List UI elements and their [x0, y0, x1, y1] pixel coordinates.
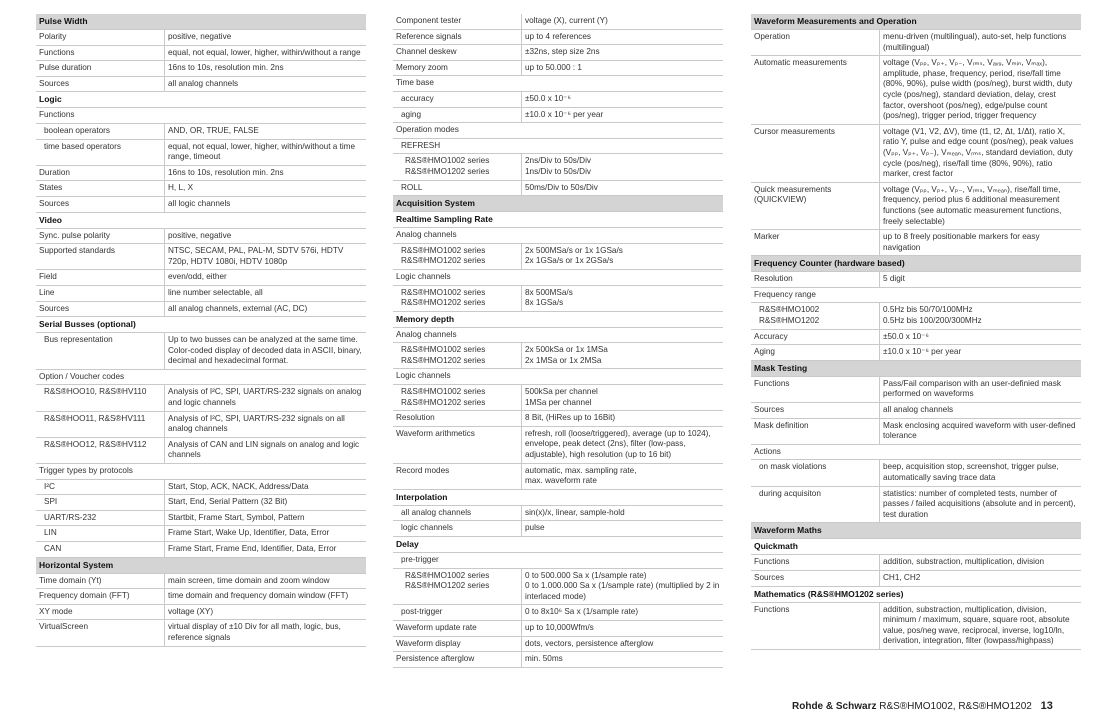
- spec-name: time based operators: [44, 141, 121, 151]
- spec-name: R&S®HOO10, R&S®HV110: [44, 387, 147, 397]
- spec-row: [36, 542, 366, 558]
- spec-value: statistics: number of completed tests, number of passes / failed acquisitions (absolute and in percent), test duration: [879, 487, 1081, 523]
- spec-row: [36, 229, 366, 245]
- group-label: Option / Voucher codes: [36, 370, 366, 386]
- spec-row: [36, 77, 366, 93]
- spec-row: [393, 154, 723, 180]
- spec-name: Polarity: [39, 32, 67, 41]
- spec-value: equal, not equal, lower, higher, within/without a time range, timeout: [164, 140, 366, 165]
- spec-row: [36, 270, 366, 286]
- spec-name: Reference signals: [396, 31, 462, 41]
- spec-value: addition, substraction, multiplication, division: [879, 555, 1081, 570]
- group-label: Functions: [36, 108, 366, 124]
- spec-row: [751, 571, 1081, 587]
- spec-row: [751, 377, 1081, 403]
- spec-value: 8x 500MSa/s 8x 1GSa/s: [521, 286, 723, 311]
- spec-row: [36, 166, 366, 182]
- spec-row: [393, 652, 723, 668]
- spec-row: [751, 183, 1081, 230]
- spec-row: [36, 412, 366, 438]
- spec-value: all analog channels, external (AC, DC): [164, 302, 366, 317]
- group-label: Frequency range: [751, 288, 1081, 304]
- spec-name: Sources: [39, 78, 70, 88]
- spec-row: [751, 303, 1081, 329]
- spec-row: [36, 605, 366, 621]
- spec-value: Up to two busses can be analyzed at the same time. Color-coded display of decoded data in ASCII, binary, decimal and hexadecimal format.: [164, 333, 366, 369]
- section-heading: Pulse Width: [36, 14, 366, 30]
- spec-value: even/odd, either: [164, 270, 366, 285]
- spec-value: 2x 500MSa/s or 1x 1GSa/s 2x 1GSa/s or 1x 2GSa/s: [521, 244, 723, 269]
- spec-name: Operation: [754, 32, 790, 41]
- spec-name: Sources: [39, 198, 70, 208]
- spec-row: [393, 464, 723, 490]
- spec-name: Supported standards: [39, 246, 116, 256]
- spec-row: [393, 521, 723, 537]
- spec-row: [751, 603, 1081, 650]
- spec-name: all analog channels: [401, 507, 472, 517]
- spec-row: [36, 30, 366, 46]
- spec-name: Bus representation: [44, 335, 113, 345]
- subsection-heading: Video: [36, 213, 366, 229]
- spec-row: [36, 495, 366, 511]
- spec-name: SPI: [44, 497, 58, 507]
- spec-value: line number selectable, all: [164, 286, 366, 301]
- group-label: Operation modes: [393, 123, 723, 139]
- spec-value: 0 to 500.000 Sa x (1/sample rate) 0 to 1.000.000 Sa x (1/sample rate) (multiplied by 2 in interlaced mode): [521, 569, 723, 605]
- spec-row: [36, 511, 366, 527]
- group-label: Trigger types by protocols: [36, 464, 366, 480]
- spec-name: Pulse duration: [39, 63, 92, 73]
- spec-name: Persistence afterglow: [396, 654, 475, 664]
- subsection-heading: Serial Busses (optional): [36, 317, 366, 333]
- spec-row: [393, 411, 723, 427]
- spec-row: [36, 244, 366, 270]
- spec-name: Waveform display: [396, 638, 461, 648]
- spec-row: [36, 480, 366, 496]
- spec-value: pulse: [521, 521, 723, 536]
- spec-name: R&S®HOO11, R&S®HV111: [44, 413, 146, 423]
- spec-value: time domain and frequency domain window (FFT): [164, 589, 366, 604]
- spec-value: dots, vectors, persistence afterglow: [521, 637, 723, 652]
- group-label: Analog channels: [393, 228, 723, 244]
- spec-value: beep, acquisition stop, screenshot, trigger pulse, automatically saving trace data: [879, 460, 1081, 485]
- subsection-heading: Quickmath: [751, 539, 1081, 555]
- spec-row: [393, 14, 723, 30]
- spec-name: XY mode: [39, 606, 73, 616]
- group-label: pre-trigger: [393, 553, 723, 569]
- spec-name: Waveform update rate: [396, 622, 477, 632]
- spec-value: main screen, time domain and zoom window: [164, 574, 366, 589]
- spec-row: [393, 506, 723, 522]
- spec-row: [393, 343, 723, 369]
- page-number: 13: [1040, 700, 1053, 712]
- spec-row: [36, 124, 366, 140]
- spec-name: Mask definition: [754, 420, 809, 430]
- spec-row: [36, 197, 366, 213]
- spec-row: [393, 605, 723, 621]
- spec-name: Time domain (Yt): [39, 575, 102, 585]
- spec-name: Sources: [39, 303, 70, 313]
- spec-name: Sources: [754, 405, 785, 415]
- spec-name: Duration: [39, 167, 70, 177]
- spec-value: Start, Stop, ACK, NACK, Address/Data: [164, 480, 366, 495]
- spec-name: Functions: [39, 47, 75, 57]
- spec-name: Frequency domain (FFT): [39, 591, 130, 601]
- spec-name: Record modes: [396, 465, 450, 475]
- spec-row: [751, 403, 1081, 419]
- group-label: Analog channels: [393, 328, 723, 344]
- spec-value: menu-driven (multilingual), auto-set, help functions (multilingual): [879, 30, 1081, 55]
- spec-value: Analysis of CAN and LIN signals on analog and logic channels: [164, 438, 366, 463]
- spec-value: Frame Start, Frame End, Identifier, Data, Error: [164, 542, 366, 557]
- spec-row: [751, 230, 1081, 256]
- spec-value: sin(x)/x, linear, sample-hold: [521, 506, 723, 521]
- spec-row: [393, 61, 723, 77]
- spec-row: [393, 244, 723, 270]
- spec-value: 0.5Hz bis 50/70/100MHz 0.5Hz bis 100/200/300MHz: [879, 303, 1081, 328]
- footer-models: R&S®HMO1002, R&S®HMO1202: [879, 701, 1032, 712]
- spec-row: [36, 574, 366, 590]
- spec-name: accuracy: [401, 93, 434, 103]
- subsection-heading: Delay: [393, 537, 723, 553]
- spec-value: voltage (V1, V2, ΔV), time (t1, t2, Δt, 1/Δt), ratio X, ratio Y, pulse and edge count (pos/neg), peak values (Vₚₚ, Vₚ₊, Vₚ₋), Vₘₑₐₙ, Vᵣₘₛ, standard deviation, duty cycle (pos/neg), rise/fall time (80%, 90%), ratio marker, crest factor: [879, 125, 1081, 182]
- spec-row: [751, 419, 1081, 445]
- spec-name: Field: [39, 272, 57, 282]
- spec-row: [36, 61, 366, 77]
- spec-name: LIN: [44, 528, 57, 538]
- spec-value: up to 10,000Wfm/s: [521, 621, 723, 636]
- spec-value: Pass/Fail comparison with an user-definied mask performed on waveforms: [879, 377, 1081, 402]
- spec-row: [36, 333, 366, 370]
- spec-name: R&S®HMO1002 series R&S®HMO1202 series: [401, 345, 486, 365]
- spec-row: [393, 30, 723, 46]
- spec-name: during acquisiton: [759, 488, 821, 498]
- spec-row: [751, 56, 1081, 125]
- spec-name: Waveform arithmetics: [396, 428, 475, 438]
- spec-column-1: [36, 14, 366, 647]
- spec-row: [36, 140, 366, 166]
- spec-name: ROLL: [401, 182, 423, 192]
- spec-row: [36, 46, 366, 62]
- spec-value: Start, End, Serial Pattern (32 Bit): [164, 495, 366, 510]
- spec-row: [36, 589, 366, 605]
- spec-value: refresh, roll (loose/triggered), average (up to 1024), envelope, peak detect (2ns), filter (low-pass, adjustable), high resolution (up to 16 bit): [521, 427, 723, 463]
- spec-name: R&S®HMO1002 series R&S®HMO1202 series: [401, 287, 486, 308]
- spec-value: up to 4 references: [521, 30, 723, 45]
- spec-name: Resolution: [396, 413, 435, 423]
- spec-row: [751, 330, 1081, 346]
- group-label: Time base: [393, 76, 723, 92]
- subsection-heading: Realtime Sampling Rate: [393, 212, 723, 228]
- spec-name: Functions: [754, 604, 790, 614]
- section-heading: Horizontal System: [36, 558, 366, 574]
- spec-value: virtual display of ±10 Div for all math, logic, bus, reference signals: [164, 620, 366, 645]
- spec-row: [36, 286, 366, 302]
- section-heading: Acquisition System: [393, 196, 723, 212]
- spec-value: 2ns/Div to 50s/Div 1ns/Div to 50s/Div: [521, 154, 723, 179]
- spec-value: voltage (Vₚₚ, Vₚ₊, Vₚ₋, Vᵣₘₛ, Vₐᵥ₉, Vₘᵢₙ, Vₘₐₓ), amplitude, phase, frequency, period, rise/fall time (80%, 90%), pulse width (pos/neg), burst width, duty cycle (pos/neg), standard deviation, delay, crest factor, overshoot (pos/neg), edge/pulse count (pos/neg), trigger period, trigger frequency: [879, 56, 1081, 124]
- spec-value: Analysis of I²C, SPI, UART/RS-232 signals on analog and logic channels: [164, 385, 366, 410]
- spec-value: up to 8 freely positionable markers for easy navigation: [879, 230, 1081, 255]
- subsection-heading: Logic: [36, 92, 366, 108]
- spec-value: up to 50.000 : 1: [521, 61, 723, 76]
- spec-column-2: [393, 14, 723, 668]
- spec-value: AND, OR, TRUE, FALSE: [164, 124, 366, 139]
- spec-value: voltage (Vₚₚ, Vₚ₊, Vₚ₋, Vᵣₘₛ, Vₘₑₐₙ), rise/fall time, frequency, period plus 6 additional measurement functions (see automatic measurement functions, freely selectable): [879, 183, 1081, 229]
- spec-row: [393, 108, 723, 124]
- spec-value: ±10.0 x 10⁻⁶ per year: [879, 345, 1081, 360]
- spec-row: [393, 385, 723, 411]
- section-heading: Frequency Counter (hardware based): [751, 256, 1081, 272]
- spec-row: [751, 460, 1081, 486]
- spec-name: R&S®HMO1002 R&S®HMO1202: [759, 305, 820, 326]
- spec-value: Analysis of I²C, SPI, UART/RS-232 signals on all analog channels: [164, 412, 366, 437]
- spec-row: [36, 526, 366, 542]
- spec-name: States: [39, 183, 63, 193]
- spec-name: Quick measurements (QUICKVIEW): [754, 184, 832, 205]
- spec-value: voltage (XY): [164, 605, 366, 620]
- spec-row: [393, 569, 723, 606]
- spec-row: [393, 637, 723, 653]
- spec-row: [36, 438, 366, 464]
- spec-name: CAN: [44, 544, 62, 553]
- spec-name: on mask violations: [759, 462, 827, 472]
- spec-value: all analog channels: [879, 403, 1081, 418]
- spec-name: R&S®HMO1002 series R&S®HMO1202 series: [401, 245, 486, 266]
- spec-value: 8 Bit, (HiRes up to 16Bit): [521, 411, 723, 426]
- spec-name: R&S®HOO12, R&S®HV112: [44, 439, 147, 449]
- spec-name: Component tester: [396, 16, 462, 25]
- spec-name: Automatic measurements: [754, 58, 847, 68]
- spec-value: CH1, CH2: [879, 571, 1081, 586]
- spec-row: [393, 621, 723, 637]
- spec-value: voltage (X), current (Y): [521, 14, 723, 29]
- spec-value: ±10.0 x 10⁻⁶ per year: [521, 108, 723, 123]
- spec-value: addition, substraction, multiplication, division, minimum / maximum, square, square root, absolute value, pos/neg wave, reciprocal, inverse, log10/ln, derivation, integration, filter (lowpass/highpass): [879, 603, 1081, 649]
- spec-row: [751, 345, 1081, 361]
- spec-value: 16ns to 10s, resolution min. 2ns: [164, 61, 366, 76]
- spec-value: 500kSa per channel 1MSa per channel: [521, 385, 723, 410]
- spec-row: [393, 92, 723, 108]
- spec-row: [393, 286, 723, 312]
- page-footer: [792, 700, 1053, 712]
- spec-name: Accuracy: [754, 331, 788, 341]
- spec-value: H, L, X: [164, 181, 366, 196]
- spec-value: 50ms/Div to 50s/Div: [521, 181, 723, 196]
- spec-row: [36, 385, 366, 411]
- spec-row: [393, 181, 723, 197]
- group-label: Actions: [751, 445, 1081, 461]
- spec-row: [751, 30, 1081, 56]
- spec-value: Startbit, Frame Start, Symbol, Pattern: [164, 511, 366, 526]
- spec-name: aging: [401, 109, 422, 119]
- spec-value: equal, not equal, lower, higher, within/without a range: [164, 46, 366, 61]
- spec-value: automatic, max. sampling rate, max. waveform rate: [521, 464, 723, 489]
- subsection-heading: Memory depth: [393, 312, 723, 328]
- section-heading: Waveform Measurements and Operation: [751, 14, 1081, 30]
- spec-column-3: [751, 14, 1081, 650]
- spec-row: [751, 555, 1081, 571]
- spec-name: VirtualScreen: [39, 622, 89, 632]
- spec-name: Sources: [754, 572, 785, 582]
- section-heading: Waveform Maths: [751, 523, 1081, 539]
- spec-value: ±50.0 x 10⁻⁶: [521, 92, 723, 107]
- spec-row: [393, 427, 723, 464]
- spec-name: Channel deskew: [396, 47, 457, 57]
- spec-name: Functions: [754, 378, 790, 388]
- group-label: Logic channels: [393, 270, 723, 286]
- spec-row: [36, 620, 366, 646]
- spec-name: UART/RS-232: [44, 512, 97, 522]
- subsection-heading: Mathematics (R&S®HMO1202 series): [751, 587, 1081, 603]
- spec-row: [393, 45, 723, 61]
- spec-value: min. 50ms: [521, 652, 723, 667]
- spec-name: Sync. pulse polarity: [39, 230, 110, 240]
- spec-row: [751, 272, 1081, 288]
- spec-name: Line: [39, 287, 55, 297]
- spec-name: Functions: [754, 557, 790, 567]
- spec-value: Mask enclosing acquired waveform with user-defined tolerance: [879, 419, 1081, 444]
- spec-value: ±32ns, step size 2ns: [521, 45, 723, 60]
- spec-name: Marker: [754, 232, 780, 242]
- spec-name: logic channels: [401, 523, 453, 533]
- spec-value: 2x 500kSa or 1x 1MSa 2x 1MSa or 1x 2MSa: [521, 343, 723, 368]
- group-label: Logic channels: [393, 369, 723, 385]
- spec-name: boolean operators: [44, 125, 111, 135]
- spec-value: 0 to 8x10⁶ Sa x (1/sample rate): [521, 605, 723, 620]
- spec-name: R&S®HMO1002 series R&S®HMO1202 series: [405, 156, 490, 176]
- spec-row: [36, 302, 366, 318]
- subsection-heading: Interpolation: [393, 490, 723, 506]
- spec-value: positive, negative: [164, 30, 366, 45]
- spec-value: positive, negative: [164, 229, 366, 244]
- spec-value: all logic channels: [164, 197, 366, 212]
- spec-name: Memory zoom: [396, 62, 448, 72]
- spec-value: 5 digit: [879, 272, 1081, 287]
- section-heading: Mask Testing: [751, 361, 1081, 377]
- spec-value: all analog channels: [164, 77, 366, 92]
- spec-name: R&S®HMO1002 series R&S®HMO1202 series: [405, 570, 490, 591]
- spec-value: NTSC, SECAM, PAL, PAL-M, SDTV 576i, HDTV 720p, HDTV 1080i, HDTV 1080p: [164, 244, 366, 269]
- spec-row: [751, 125, 1081, 183]
- spec-value: 16ns to 10s, resolution min. 2ns: [164, 166, 366, 181]
- spec-row: [36, 181, 366, 197]
- spec-name: Cursor measurements: [754, 126, 835, 136]
- spec-value: Frame Start, Wake Up, Identifier, Data, Error: [164, 526, 366, 541]
- spec-name: post-trigger: [401, 607, 443, 617]
- spec-name: Aging: [754, 347, 775, 357]
- spec-name: R&S®HMO1002 series R&S®HMO1202 series: [401, 387, 486, 407]
- footer-brand: Rohde & Schwarz: [792, 701, 877, 712]
- spec-name: Resolution: [754, 274, 793, 284]
- spec-name: I²C: [44, 481, 55, 491]
- spec-row: [751, 487, 1081, 524]
- group-label: REFRESH: [393, 139, 723, 155]
- spec-value: ±50.0 x 10⁻⁶: [879, 330, 1081, 345]
